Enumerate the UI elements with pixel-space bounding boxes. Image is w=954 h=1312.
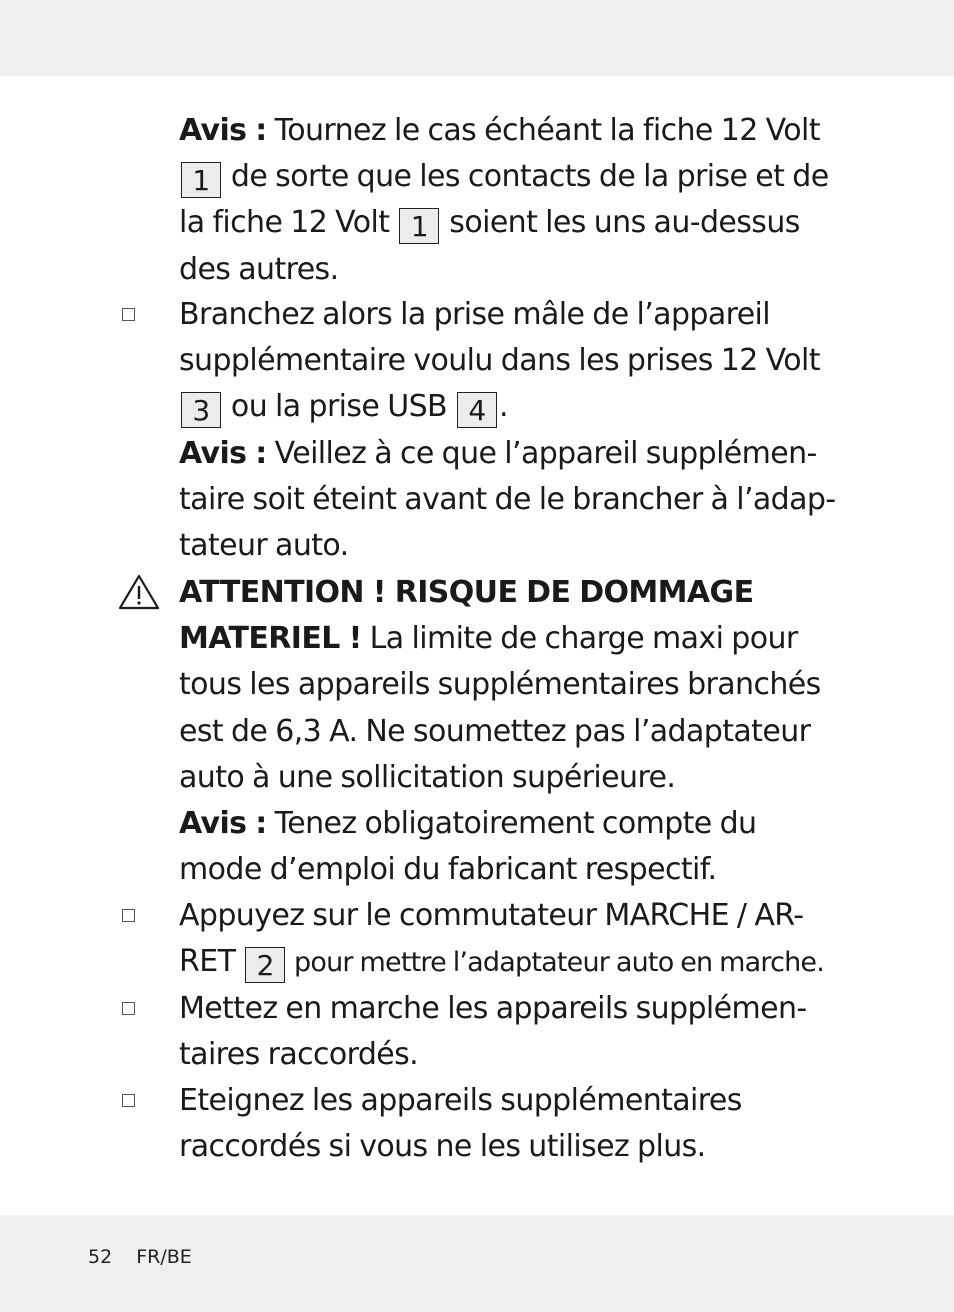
warning-text: La limite de charge maxi pour tous les appareils supplémentaires branchés est de 6,3 A. Ne soumettez pas l’adaptateur auto à une sollicitation supérieure. [179, 621, 821, 795]
top-band [0, 0, 954, 76]
note-1 [0, 108, 839, 292]
ref-box-2: 2 [245, 947, 285, 983]
note-2 [0, 431, 839, 570]
warning-block [0, 570, 839, 801]
warning-paragraph [179, 570, 839, 801]
note-2-text: Veillez à ce que l’appareil supplémen-taire soit éteint avant de le brancher à l’adap-tateur auto. [179, 436, 836, 564]
note-3-paragraph [179, 801, 839, 893]
step-1-text-a: Branchez alors la prise mâle de l’appareil supplémentaire voulu dans les prises 12 Volt [179, 297, 820, 379]
note-1-label: Avis : [179, 113, 267, 148]
checkbox-bullet-icon [122, 909, 135, 922]
step-2 [0, 893, 839, 986]
ref-box-1: 1 [181, 162, 221, 198]
warning-label: ATTENTION ! RISQUE DE DOMMAGE MATERIEL ! [179, 575, 754, 657]
note-2-label: Avis : [179, 436, 267, 471]
step-3 [0, 986, 839, 1078]
checkbox-bullet-icon [122, 1094, 135, 1107]
checkbox-bullet-icon [122, 1002, 135, 1015]
step-4-paragraph: Eteignez les appareils supplémentaires raccordés si vous ne les utilisez plus. [179, 1083, 742, 1165]
note-1-text-b: de sorte que les contacts de la prise et de la fiche 12 Volt [179, 159, 829, 241]
language-code: FR/BE [136, 1246, 192, 1268]
step-2-text-b: pour mettre l’adaptateur auto en marche. [287, 947, 825, 979]
step-1-text-c: . [498, 389, 508, 425]
page-number: 52 [88, 1246, 113, 1268]
ref-box-3: 3 [181, 392, 221, 428]
note-1-text-c: soient les uns au-dessus des autres. [179, 205, 800, 287]
step-2-text-a: Appuyez sur le commutateur MARCHE / AR-RET [179, 898, 804, 980]
page-footer [88, 1246, 210, 1268]
step-3-paragraph: Mettez en marche les appareils supplémen-taires raccordés. [179, 991, 807, 1073]
page-content [0, 108, 954, 1170]
checkbox-bullet-icon [122, 308, 135, 321]
step-1-text-b: ou la prise USB [223, 389, 455, 425]
step-4 [0, 1078, 839, 1170]
note-1-text-a: Tournez le cas échéant la fiche 12 Volt [266, 113, 820, 148]
ref-box-4: 4 [457, 392, 497, 428]
note-3 [0, 801, 839, 893]
step-2-paragraph [179, 893, 839, 986]
ref-box-1b: 1 [399, 208, 439, 244]
note-1-paragraph [179, 108, 839, 293]
warning-triangle-icon [118, 574, 160, 610]
note-2-paragraph [179, 431, 839, 570]
step-1 [0, 292, 839, 431]
note-3-label: Avis : [179, 806, 267, 841]
step-1-paragraph [179, 292, 839, 431]
note-3-text: Tenez obligatoirement compte du mode d’emploi du fabricant respectif. [179, 806, 757, 888]
